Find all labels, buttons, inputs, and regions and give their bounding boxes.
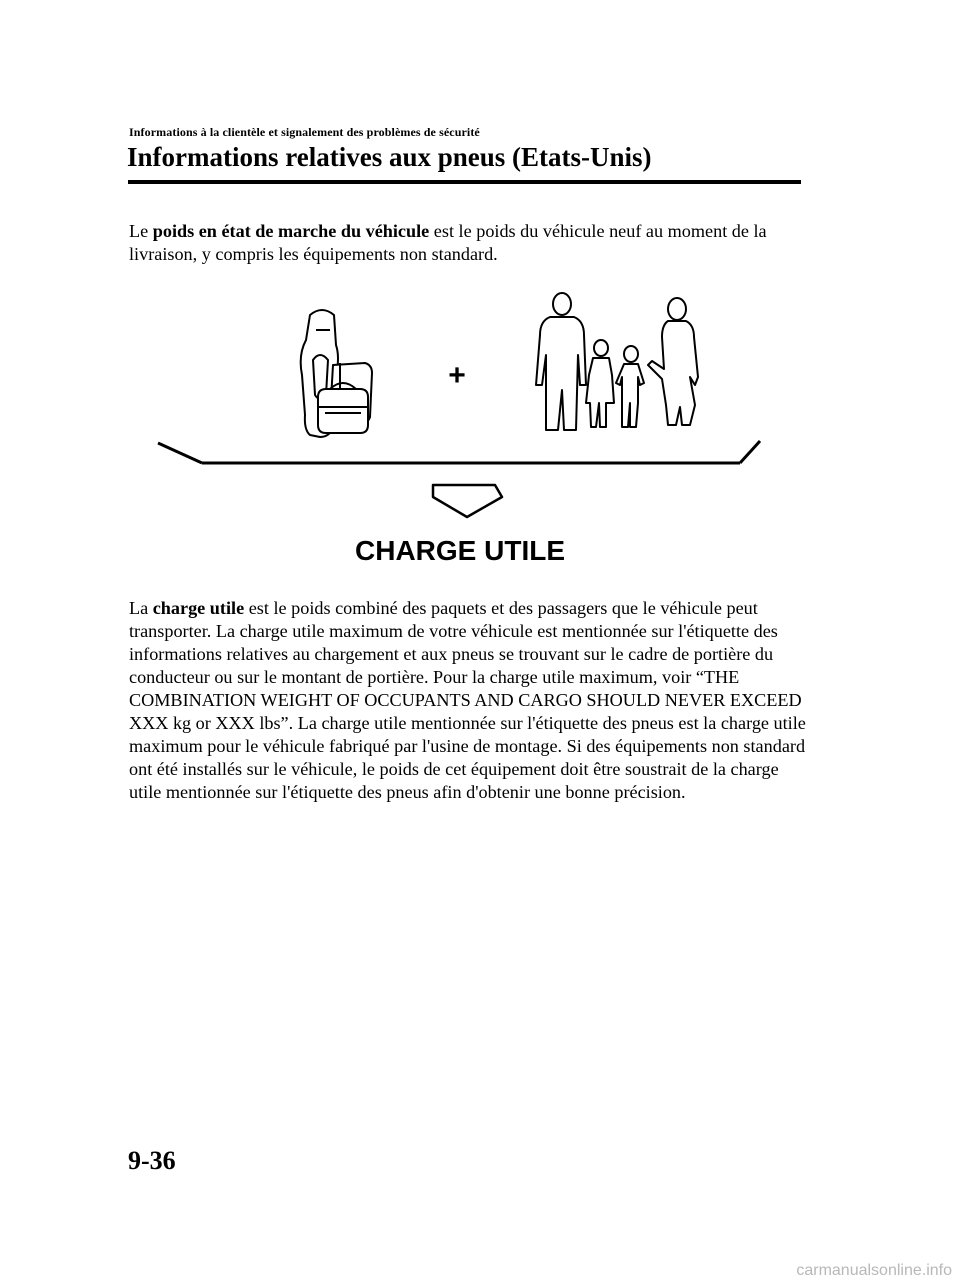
figure-caption: CHARGE UTILE [355, 535, 565, 566]
para1-text: est le poids du véhicule neuf au moment de la livraison, y compris les équipements non standard. [129, 221, 767, 264]
para2-prefix: La [129, 598, 153, 618]
family-icon [536, 293, 698, 430]
paragraph-payload [129, 597, 809, 804]
figure-drawing [150, 285, 770, 525]
bracket-line [158, 441, 760, 463]
paragraph-curb-weight [129, 220, 809, 266]
luggage-icon [301, 310, 372, 437]
watermark: carmanualsonline.info [796, 1262, 952, 1279]
section-label: Informations à la clientèle et signalement des problèmes de sécurité [129, 125, 480, 139]
para1-prefix: Le [129, 221, 153, 241]
plus-sign: + [448, 359, 466, 392]
para2-text: est le poids combiné des paquets et des passagers que le véhicule peut transporter. La charge utile maximum de votre véhicule est mentionnée sur l'étiquette des informations relatives au chargement et aux pneus se trouvant sur le cadre de portière du conducteur ou sur le montant de portière. Pour la charge utile maximum, voir “THE COMBINATION WEIGHT OF OCCUPANTS AND CARGO SHOULD NEVER EXCEED XXX kg or XXX lbs”. La charge utile mentionnée sur l'étiquette des pneus est la charge utile maximum pour le véhicule fabriqué par l'usine de montage. Si des équipements non standard ont été installés sur le véhicule, le poids de cet équipement doit être soustrait de la charge utile mentionnée sur l'étiquette des pneus afin d'obtenir une bonne précision. [129, 598, 806, 802]
page-title: Informations relatives aux pneus (Etats-Unis) [127, 142, 652, 172]
down-arrow-icon [433, 485, 502, 517]
page-number: 9-36 [128, 1146, 176, 1175]
title-rule [128, 180, 801, 184]
term-curb-weight: poids en état de marche du véhicule [152, 221, 430, 241]
payload-figure [150, 285, 770, 585]
term-payload: charge utile [152, 598, 245, 618]
